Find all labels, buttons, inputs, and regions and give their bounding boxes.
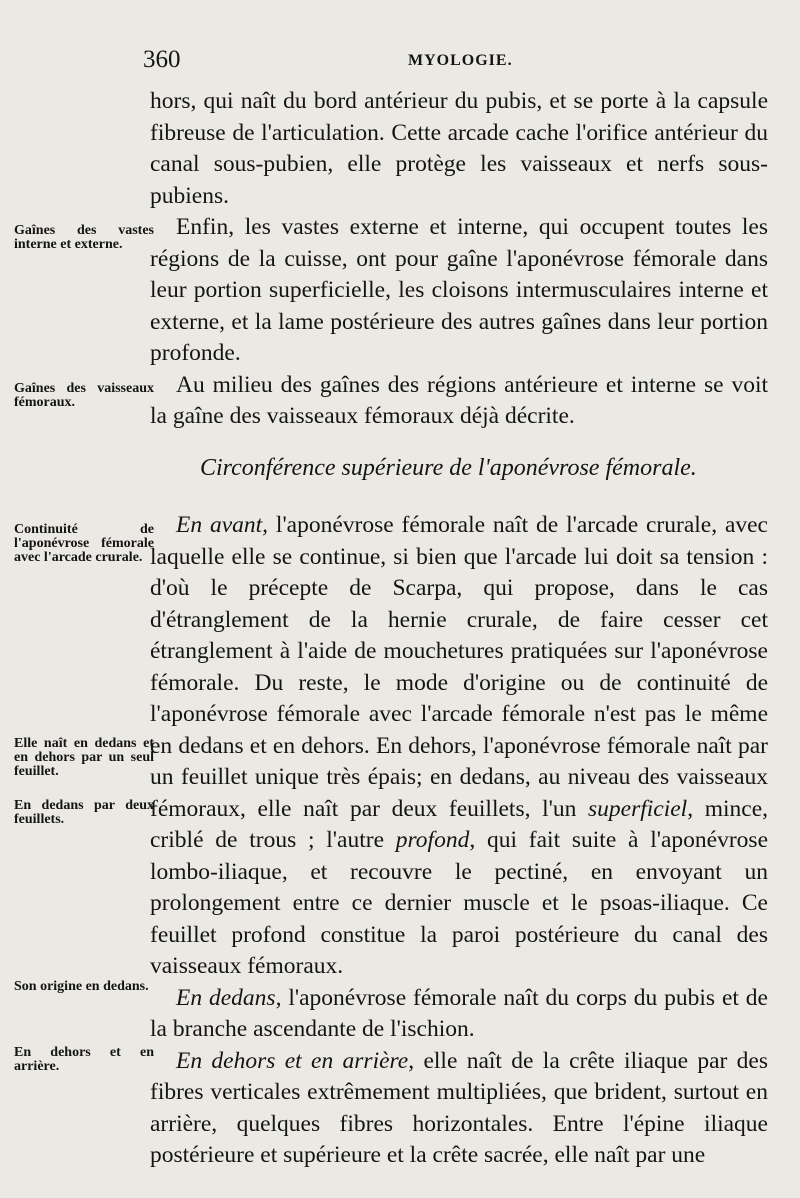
en-dedans-lead: En dedans,: [176, 984, 282, 1011]
en-avant-lead: En avant,: [176, 512, 269, 538]
body-text-bottom: [150, 510, 768, 1172]
paragraph-en-avant: [150, 510, 768, 983]
section-heading: Circonférence supérieure de l'aponévrose fémorale.: [200, 455, 697, 481]
sidenote-deux-feuillets: En dedans par deux feuillets.: [14, 798, 154, 827]
superficiel-term: superficiel: [588, 795, 688, 822]
paragraph-en-dehors: [150, 1046, 768, 1172]
running-title: MYOLOGIE.: [408, 52, 513, 69]
en-avant-text-c: , qui fait suite à l'aponévrose lombo-iliaque, et recouvre le pectiné, en envoyant un prolongement entre ce dernier muscle et le psoas-iliaque. Ce feuillet profond constitue la paroi postérieure du canal des vaisseaux fémoraux.: [150, 827, 768, 979]
paragraph-arcade: hors, qui naît du bord antérieur du pubis, et se porte à la capsule fibreuse de l'articulation. Cette arcade cache l'orifice antérieur du canal sous-pubien, elle protège les vaisseaux et nerfs sous-pubiens.: [150, 88, 768, 209]
en-avant-text-b: , mince, criblé de trous ; l'autre: [150, 795, 768, 853]
sidenote-en-dedans: Son origine en dedans.: [14, 979, 149, 994]
sidenote-un-feuillet: Elle naît en dedans et en dehors par un seul feuillet.: [14, 736, 154, 779]
sidenote-vastes: Gaînes des vastes interne et externe.: [14, 223, 154, 252]
paragraph-vastes: Enfin, les vastes externe et interne, qui occupent toutes les régions de la cuisse, ont pour gaîne l'aponévrose fémorale dans leur portion superficielle, les cloisons intermusculaires interne et externe, et la lame postérieure des autres gaînes dans leur portion profonde.: [150, 214, 768, 366]
profond-term: profond: [395, 827, 470, 853]
paragraph-en-dedans: [150, 983, 768, 1046]
sidenote-continuite: Continuité de l'aponévrose fémorale avec l'arcade crurale.: [14, 522, 154, 565]
en-avant-text-a: l'aponévrose fémorale naît de l'arcade crurale, avec laquelle elle se continue, si bien que l'arcade lui doit sa tension : d'où le précepte de Scarpa, qui propose, dans le cas d'étranglement de la hernie crurale, de faire cesser cet étranglement à l'aide de mouchetures pratiquées sur l'aponévrose fémorale. Du reste, le mode d'origine ou de continuité de l'aponévrose fémorale avec l'arcade fémorale n'est pas le même en dedans et en dehors. En dehors, l'aponévrose fémorale naît par un feuillet unique très épais; en dedans, au niveau des vaisseaux fémoraux, elle naît par deux feuillets, l'un: [150, 512, 768, 822]
sidenote-en-dehors: En dehors et en arrière.: [14, 1045, 154, 1074]
paragraph-vaisseaux: Au milieu des gaînes des régions antérieure et interne se voit la gaîne des vaisseaux fémoraux déjà décrite.: [150, 371, 768, 429]
en-dehors-lead: En dehors et en arrière: [176, 1047, 409, 1074]
en-dehors-text: , elle naît de la crête iliaque par des fibres verticales extrêmement multipliées, que brident, surtout en arrière, quelques fibres horizontales. Entre l'épine iliaque postérieure et supérieure et la crête sacrée, elle naît par une: [150, 1047, 768, 1168]
sidenote-vaisseaux: Gaînes des vaisseaux fémoraux.: [14, 381, 154, 410]
en-dedans-text: l'aponévrose fémorale naît du corps du pubis et de la branche ascendante de l'ischion.: [150, 984, 768, 1042]
body-text-top: [150, 86, 768, 433]
page-number: 360: [143, 46, 181, 73]
